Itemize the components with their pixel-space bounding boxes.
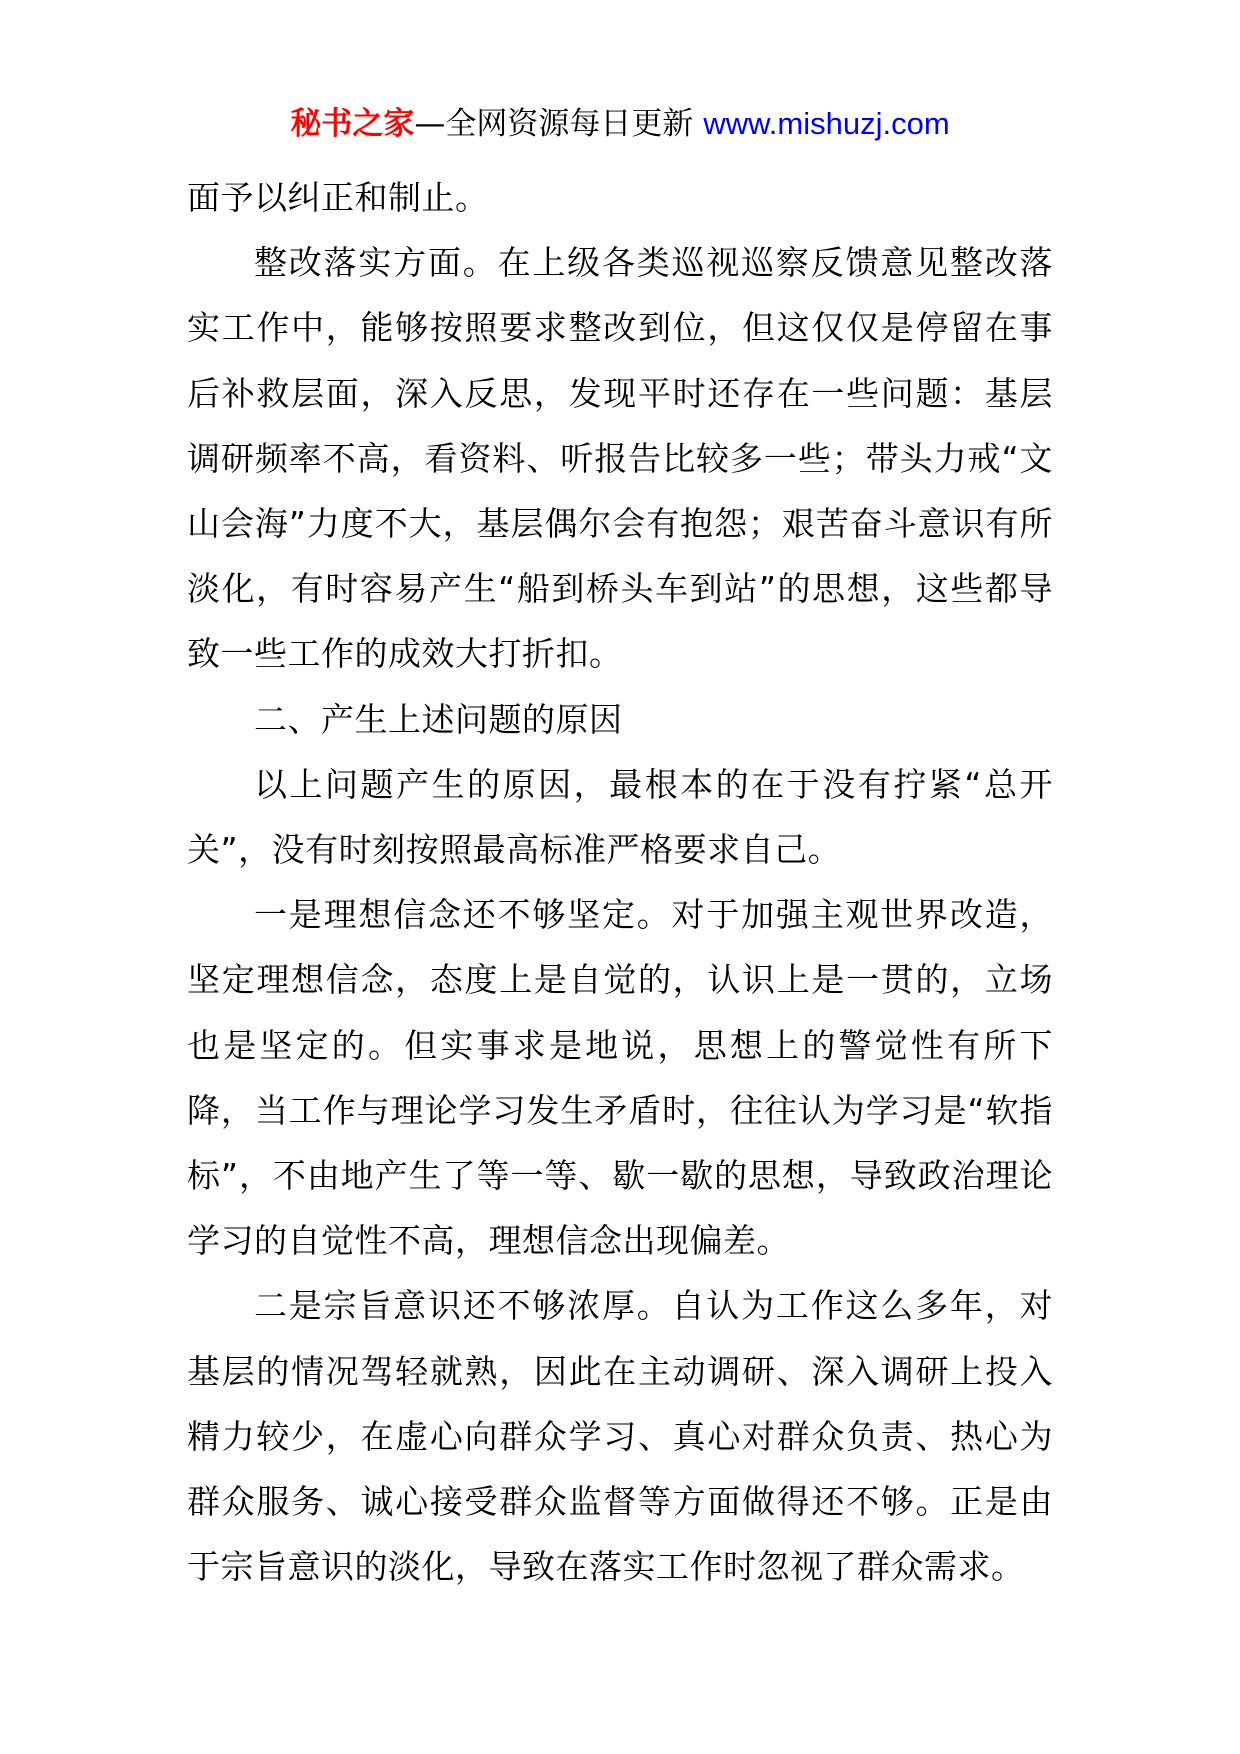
page-header bbox=[0, 100, 1240, 148]
paragraph-purpose: 二是宗旨意识还不够浓厚。自认为工作这么多年，对基层的情况驾轻就熟，因此在主动调研、深入调研上投入精力较少，在虚心向群众学习、真心对群众负责、热心为群众服务、诚心接受群众监督等方面做得还不够。正是由于宗旨意识的淡化，导致在落实工作时忽视了群众需求。 bbox=[187, 1286, 1053, 1587]
paragraph-root-cause: 以上问题产生的原因，最根本的在于没有拧紧“总开关”，没有时刻按照最高标准严格要求自己。 bbox=[187, 764, 1053, 870]
header-tagline: —全网资源每日更新 bbox=[414, 106, 694, 142]
paragraph-ideals: 一是理想信念还不够坚定。对于加强主观世界改造，坚定理想信念，态度上是自觉的，认识上是一贯的，立场也是坚定的。但实事求是地说，思想上的警觉性有所下降，当工作与理论学习发生矛盾时，往往认为学习是“软指标”，不由地产生了等一等、歇一歇的思想，导致政治理论学习的自觉性不高，理想信念出现偏差。 bbox=[187, 895, 1053, 1261]
section-heading: 二、产生上述问题的原因 bbox=[254, 699, 623, 739]
document-body bbox=[187, 165, 1053, 1599]
brand-name: 秘书之家 bbox=[290, 106, 415, 142]
website-link[interactable]: www.mishuzj.com bbox=[703, 106, 950, 141]
paragraph-continuation: 面予以纠正和制止。 bbox=[187, 178, 489, 217]
paragraph-rectification: 整改落实方面。在上级各类巡视巡察反馈意见整改落实工作中，能够按照要求整改到位，但这仅仅是停留在事后补救层面，深入反思，发现平时还存在一些问题：基层调研频率不高，看资料、听报告比较多一些；带头力戒“文山会海”力度不大，基层偶尔会有抱怨；艰苦奋斗意识有所淡化，有时容易产生“船到桥头车到站”的思想，这些都导致一些工作的成效大打折扣。 bbox=[187, 243, 1053, 674]
